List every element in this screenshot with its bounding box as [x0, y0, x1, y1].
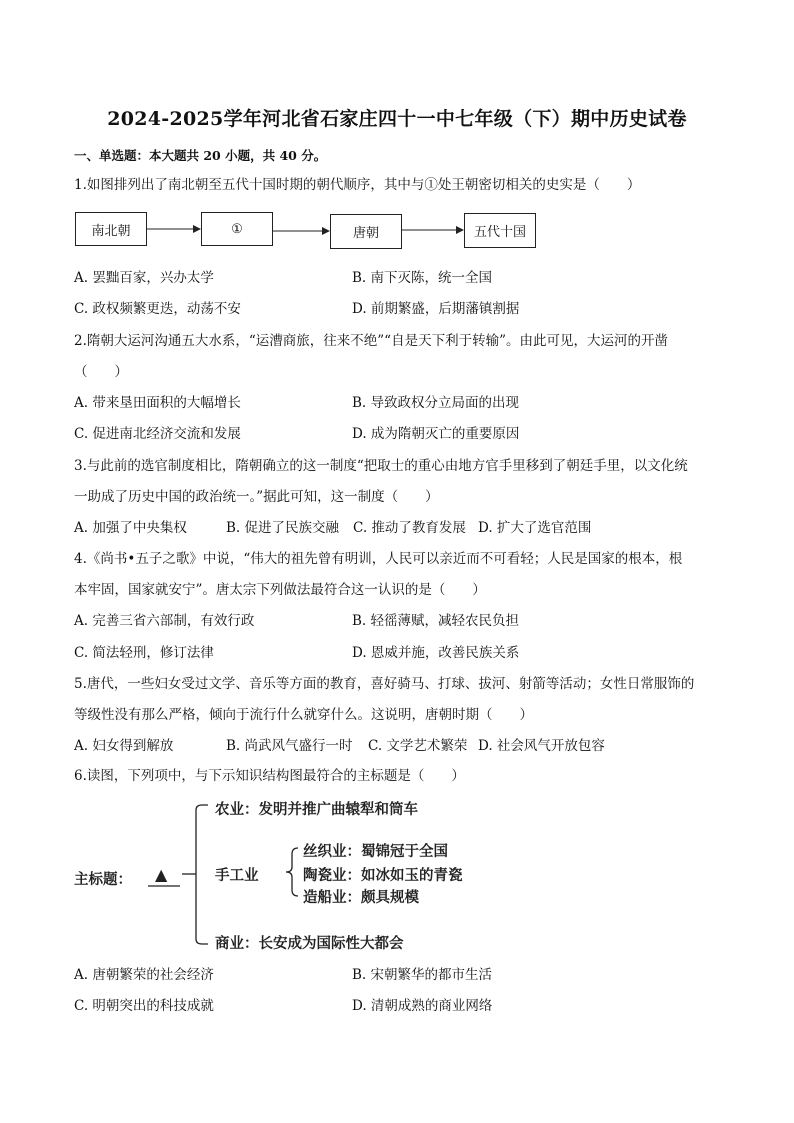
q2-option-a: A. 带来垦田面积的大幅增长	[74, 395, 241, 411]
flow-box-tangchao: 唐朝	[330, 214, 402, 249]
structure-handicraft: 手工业	[215, 867, 259, 884]
q1-option-a: A. 罢黜百家，兴办太学	[74, 270, 214, 286]
flow-box-wudai: 五代十国	[464, 213, 536, 248]
q3-option-d: D. 扩大了选官范围	[478, 520, 592, 536]
structure-bracket	[146, 803, 226, 953]
q4-option-d: D. 恩威并施，改善民族关系	[352, 645, 520, 661]
handicraft-bracket	[278, 845, 302, 899]
q6-option-d: D. 清朝成熟的商业网络	[352, 998, 493, 1014]
q1-option-d: D. 前期繁盛，后期藩镇割据	[352, 301, 520, 317]
flow-box-blank-1: ①	[201, 212, 273, 246]
flow-arrow-icon	[273, 224, 330, 238]
question-4-stem-line-2: 本牢固，国家就安宁”。唐太宗下列做法最符合这一认识的是（ ）	[74, 582, 486, 598]
structure-agriculture: 农业：发明并推广曲辕犁和筒车	[215, 801, 418, 818]
q5-option-a: A. 妇女得到解放	[74, 738, 174, 754]
structure-shipbuilding: 造船业：颇具规模	[303, 889, 419, 906]
page-title: 2024-2025学年河北省石家庄四十一中七年级（下）期中历史试卷	[107, 108, 687, 130]
q4-option-b: B. 轻徭薄赋，减轻农民负担	[352, 613, 520, 629]
q3-option-b: B. 促进了民族交融	[226, 520, 340, 536]
q2-option-d: D. 成为隋朝灭亡的重要原因	[352, 426, 520, 442]
structure-silk: 丝织业：蜀锦冠于全国	[303, 843, 448, 860]
q5-option-c: C. 文学艺术繁荣	[368, 738, 468, 754]
q6-option-c: C. 明朝突出的科技成就	[74, 998, 214, 1014]
q6-option-a: A. 唐朝繁荣的社会经济	[74, 967, 214, 983]
q4-option-a: A. 完善三省六部制，有效行政	[74, 613, 255, 629]
flow-arrow-icon	[147, 222, 201, 236]
structure-main-label: 主标题：	[74, 871, 132, 888]
q2-option-b: B. 导致政权分立局面的出现	[352, 395, 520, 411]
flow-box-nanbeichao: 南北朝	[75, 212, 147, 246]
question-3-stem-line-1: 3.与此前的选官制度相比，隋朝确立的这一制度“把取士的重心由地方官手里移到了朝廷手里，以文化统	[74, 458, 688, 474]
q3-option-c: C. 推动了教育发展	[353, 520, 466, 536]
structure-commerce: 商业：长安成为国际性大都会	[215, 935, 404, 952]
q1-option-b: B. 南下灭陈，统一全国	[352, 270, 493, 286]
question-2-stem-line-1: 2.隋朝大运河沟通五大水系，“运漕商旅，往来不绝”“自是天下利于转输”。由此可见，大运河的开凿	[74, 333, 668, 349]
q5-option-d: D. 社会风气开放包容	[478, 738, 605, 754]
question-5-stem-line-1: 5.唐代，一些妇女受过文学、音乐等方面的教育，喜好骑马、打球、拔河、射箭等活动；女性日常服饰的	[74, 676, 695, 692]
section-header: 一、单选题：本大题共 20 小题，共 40 分。	[74, 148, 327, 163]
question-2-stem-line-2: （ ）	[74, 364, 128, 380]
q1-option-c: C. 政权频繁更迭，动荡不安	[74, 301, 241, 317]
q4-option-c: C. 简法轻刑，修订法律	[74, 645, 214, 661]
structure-blank-triangle-icon: ▲	[155, 865, 168, 884]
question-3-stem-line-2: 一助成了历史中国的政治统一。”据此可知，这一制度（ ）	[74, 489, 439, 505]
question-6-stem: 6.读图，下列项中，与下示知识结构图最符合的主标题是（ ）	[74, 768, 465, 784]
structure-ceramics: 陶瓷业：如冰如玉的青瓷	[303, 867, 463, 884]
question-1-stem: 1.如图排列出了南北朝至五代十国时期的朝代顺序，其中与①处王朝密切相关的史实是（ ）	[74, 177, 641, 193]
q5-option-b: B. 尚武风气盛行一时	[226, 738, 353, 754]
q3-option-a: A. 加强了中央集权	[74, 520, 187, 536]
q2-option-c: C. 促进南北经济交流和发展	[74, 426, 241, 442]
question-5-stem-line-2: 等级性没有那么严格，倾向于流行什么就穿什么。这说明，唐朝时期（ ）	[74, 707, 533, 723]
q6-option-b: B. 宋朝繁华的都市生活	[352, 967, 493, 983]
flow-arrow-icon	[402, 223, 464, 237]
question-4-stem-line-1: 4.《尚书•五子之歌》中说，“伟大的祖先曾有明训，人民可以亲近而不可看轻；人民是国家的根本，根	[74, 551, 683, 567]
